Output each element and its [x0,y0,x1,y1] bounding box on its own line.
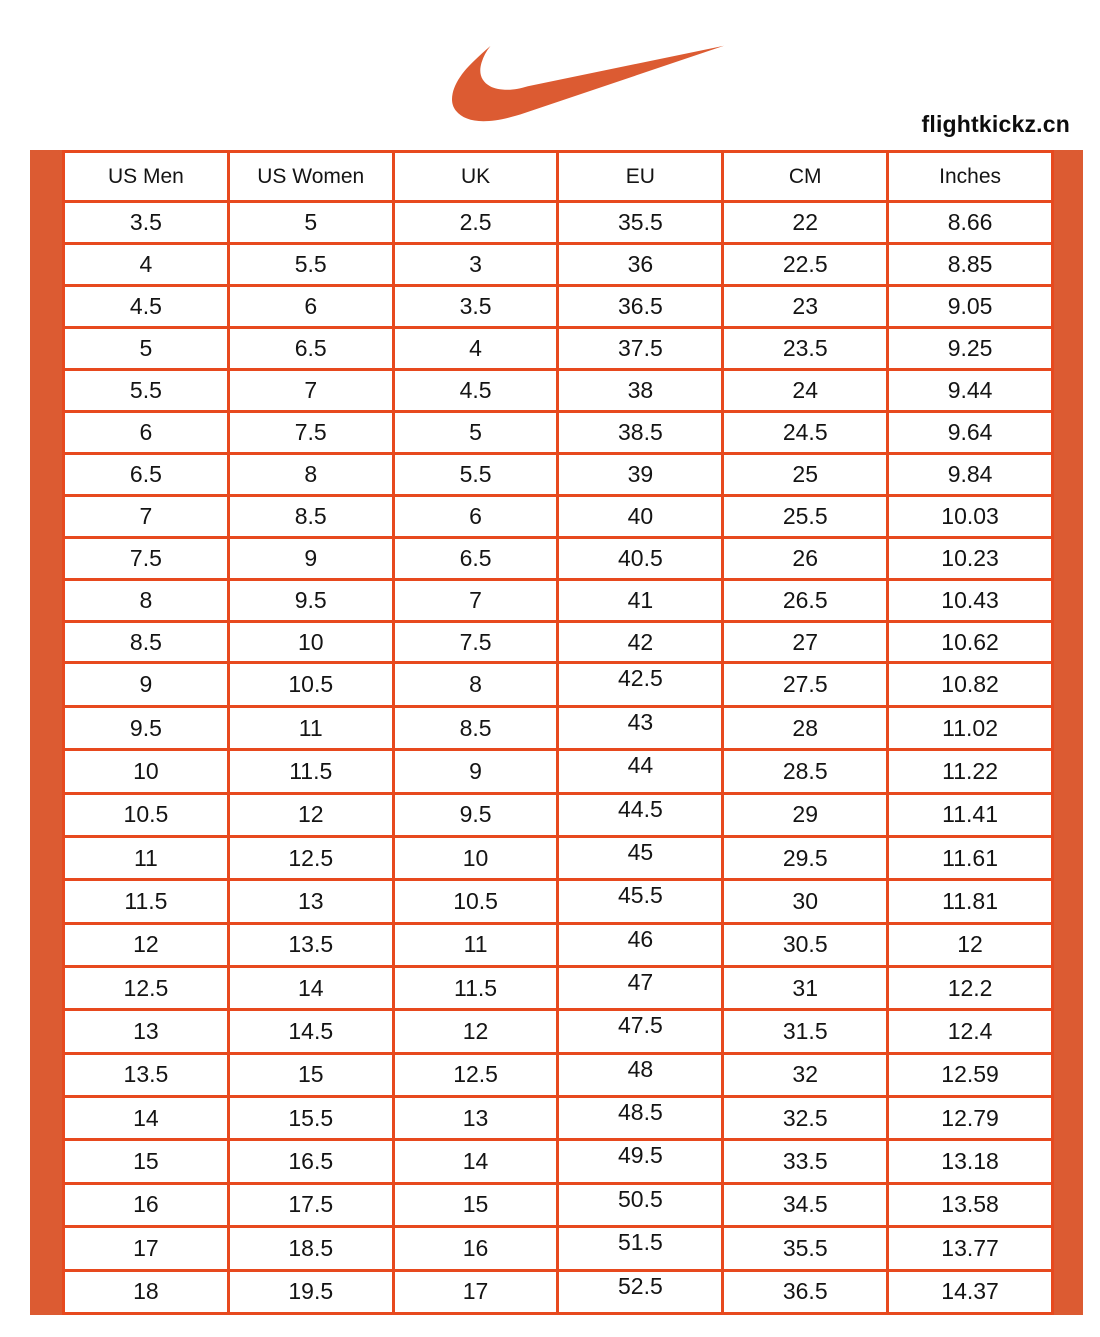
cell-cm: 28 [723,706,888,749]
cell-eu: 45.5 [558,880,723,923]
cell-uk: 9.5 [393,793,558,836]
cell-uk: 15 [393,1183,558,1226]
cell-eu: 45 [558,836,723,879]
cell-eu: 42.5 [558,663,723,706]
cell-us-women: 10 [228,621,393,663]
cell-cm: 24 [723,369,888,411]
cell-inches: 10.82 [888,663,1053,706]
cell-uk: 8 [393,663,558,706]
cell-cm: 22 [723,202,888,244]
cell-us-men: 6 [64,411,229,453]
cell-eu: 47 [558,967,723,1010]
cell-inches: 13.77 [888,1227,1053,1270]
cell-eu: 35.5 [558,202,723,244]
cell-us-men: 13 [64,1010,229,1053]
cell-us-women: 15.5 [228,1097,393,1140]
cell-cm: 29 [723,793,888,836]
cell-eu: 44 [558,750,723,793]
cell-uk: 12 [393,1010,558,1053]
table-row [64,243,1053,285]
cell-uk: 3 [393,243,558,285]
cell-cm: 33.5 [723,1140,888,1183]
cell-inches: 12.4 [888,1010,1053,1053]
cell-inches: 10.43 [888,579,1053,621]
cell-us-women: 14.5 [228,1010,393,1053]
nike-swoosh-icon [452,26,724,123]
cell-inches: 10.62 [888,621,1053,663]
cell-us-men: 8.5 [64,621,229,663]
cell-us-men: 11.5 [64,880,229,923]
cell-cm: 22.5 [723,243,888,285]
cell-uk: 2.5 [393,202,558,244]
cell-us-men: 5 [64,327,229,369]
table-row [64,202,1053,244]
cell-us-men: 3.5 [64,202,229,244]
cell-us-women: 12 [228,793,393,836]
cell-eu: 38 [558,369,723,411]
cell-us-women: 10.5 [228,663,393,706]
column-header-us-women: US Women [228,152,393,202]
cell-us-men: 12 [64,923,229,966]
cell-eu: 42 [558,621,723,663]
size-table-container [30,150,1083,1315]
cell-eu: 38.5 [558,411,723,453]
cell-uk: 8.5 [393,706,558,749]
cell-inches: 11.02 [888,706,1053,749]
cell-inches: 9.25 [888,327,1053,369]
cell-us-women: 15 [228,1053,393,1096]
cell-uk: 17 [393,1270,558,1313]
cell-uk: 4.5 [393,369,558,411]
cell-eu: 40.5 [558,537,723,579]
cell-us-women: 12.5 [228,836,393,879]
cell-us-men: 10.5 [64,793,229,836]
cell-cm: 30 [723,880,888,923]
cell-inches: 8.66 [888,202,1053,244]
cell-cm: 27 [723,621,888,663]
cell-us-women: 5.5 [228,243,393,285]
cell-us-men: 5.5 [64,369,229,411]
cell-us-men: 10 [64,750,229,793]
cell-us-women: 9 [228,537,393,579]
cell-cm: 24.5 [723,411,888,453]
column-header-inches: Inches [888,152,1053,202]
cell-us-women: 5 [228,202,393,244]
cell-us-men: 7 [64,495,229,537]
cell-uk: 4 [393,327,558,369]
table-row [64,967,1053,1010]
cell-cm: 32 [723,1053,888,1096]
cell-inches: 12 [888,923,1053,966]
table-row [64,579,1053,621]
cell-inches: 12.2 [888,967,1053,1010]
table-row [64,1140,1053,1183]
cell-cm: 34.5 [723,1183,888,1226]
cell-us-women: 7.5 [228,411,393,453]
cell-us-men: 4.5 [64,285,229,327]
cell-us-men: 4 [64,243,229,285]
cell-us-women: 19.5 [228,1270,393,1313]
size-conversion-table [62,150,1054,1315]
cell-eu: 44.5 [558,793,723,836]
cell-us-women: 11 [228,706,393,749]
cell-uk: 10.5 [393,880,558,923]
site-name: flightkickz.cn [921,111,1070,137]
cell-inches: 9.05 [888,285,1053,327]
cell-cm: 31 [723,967,888,1010]
cell-inches: 9.44 [888,369,1053,411]
cell-uk: 11 [393,923,558,966]
cell-uk: 12.5 [393,1053,558,1096]
cell-us-women: 14 [228,967,393,1010]
cell-uk: 7 [393,579,558,621]
table-row [64,495,1053,537]
cell-uk: 10 [393,836,558,879]
table-row [64,285,1053,327]
cell-cm: 36.5 [723,1270,888,1313]
column-header-cm: CM [723,152,888,202]
cell-inches: 12.79 [888,1097,1053,1140]
cell-eu: 43 [558,706,723,749]
cell-cm: 23 [723,285,888,327]
cell-uk: 7.5 [393,621,558,663]
cell-cm: 26.5 [723,579,888,621]
table-row [64,880,1053,923]
cell-us-men: 13.5 [64,1053,229,1096]
cell-cm: 26 [723,537,888,579]
table-header-row [64,152,1053,202]
left-accent-bar [30,150,62,1315]
cell-eu: 36.5 [558,285,723,327]
cell-us-men: 8 [64,579,229,621]
cell-cm: 25 [723,453,888,495]
cell-cm: 23.5 [723,327,888,369]
cell-us-women: 16.5 [228,1140,393,1183]
cell-inches: 12.59 [888,1053,1053,1096]
cell-inches: 10.03 [888,495,1053,537]
cell-eu: 48 [558,1053,723,1096]
cell-inches: 11.81 [888,880,1053,923]
cell-us-women: 9.5 [228,579,393,621]
cell-inches: 13.58 [888,1183,1053,1226]
table-row [64,1053,1053,1096]
cell-inches: 8.85 [888,243,1053,285]
table-row [64,537,1053,579]
cell-cm: 25.5 [723,495,888,537]
table-row [64,793,1053,836]
cell-uk: 13 [393,1097,558,1140]
cell-eu: 40 [558,495,723,537]
table-row [64,369,1053,411]
cell-cm: 32.5 [723,1097,888,1140]
cell-us-women: 7 [228,369,393,411]
cell-eu: 50.5 [558,1183,723,1226]
cell-cm: 29.5 [723,836,888,879]
cell-cm: 30.5 [723,923,888,966]
cell-eu: 47.5 [558,1010,723,1053]
cell-eu: 39 [558,453,723,495]
table-row [64,750,1053,793]
table-row [64,411,1053,453]
table-row [64,836,1053,879]
cell-us-men: 7.5 [64,537,229,579]
cell-eu: 52.5 [558,1270,723,1313]
cell-uk: 5.5 [393,453,558,495]
cell-inches: 14.37 [888,1270,1053,1313]
cell-us-men: 12.5 [64,967,229,1010]
cell-eu: 36 [558,243,723,285]
cell-inches: 11.41 [888,793,1053,836]
cell-cm: 31.5 [723,1010,888,1053]
cell-us-women: 8.5 [228,495,393,537]
cell-us-women: 18.5 [228,1227,393,1270]
cell-eu: 48.5 [558,1097,723,1140]
cell-uk: 3.5 [393,285,558,327]
right-accent-bar [1054,150,1083,1315]
cell-eu: 37.5 [558,327,723,369]
cell-us-women: 13 [228,880,393,923]
cell-uk: 14 [393,1140,558,1183]
cell-uk: 6 [393,495,558,537]
cell-us-women: 8 [228,453,393,495]
cell-us-men: 11 [64,836,229,879]
cell-eu: 49.5 [558,1140,723,1183]
cell-inches: 9.84 [888,453,1053,495]
cell-inches: 9.64 [888,411,1053,453]
cell-us-men: 17 [64,1227,229,1270]
nike-logo [452,26,724,123]
cell-us-men: 6.5 [64,453,229,495]
table-row [64,327,1053,369]
table-row [64,1183,1053,1226]
cell-eu: 41 [558,579,723,621]
cell-cm: 35.5 [723,1227,888,1270]
cell-us-women: 13.5 [228,923,393,966]
table-row [64,663,1053,706]
table-row [64,1270,1053,1313]
cell-uk: 5 [393,411,558,453]
cell-inches: 13.18 [888,1140,1053,1183]
table-row [64,1227,1053,1270]
cell-us-women: 6 [228,285,393,327]
cell-eu: 46 [558,923,723,966]
cell-us-men: 18 [64,1270,229,1313]
cell-cm: 28.5 [723,750,888,793]
column-header-uk: UK [393,152,558,202]
cell-uk: 11.5 [393,967,558,1010]
cell-us-men: 14 [64,1097,229,1140]
table-row [64,621,1053,663]
table-row [64,1097,1053,1140]
cell-cm: 27.5 [723,663,888,706]
column-header-eu: EU [558,152,723,202]
cell-uk: 16 [393,1227,558,1270]
cell-uk: 9 [393,750,558,793]
cell-us-men: 9 [64,663,229,706]
cell-us-women: 6.5 [228,327,393,369]
cell-uk: 6.5 [393,537,558,579]
cell-us-women: 11.5 [228,750,393,793]
cell-us-men: 16 [64,1183,229,1226]
cell-us-women: 17.5 [228,1183,393,1226]
cell-inches: 11.22 [888,750,1053,793]
table-row [64,453,1053,495]
cell-inches: 11.61 [888,836,1053,879]
cell-us-men: 15 [64,1140,229,1183]
table-row [64,706,1053,749]
cell-inches: 10.23 [888,537,1053,579]
column-header-us-men: US Men [64,152,229,202]
table-row [64,923,1053,966]
cell-eu: 51.5 [558,1227,723,1270]
cell-us-men: 9.5 [64,706,229,749]
table-row [64,1010,1053,1053]
